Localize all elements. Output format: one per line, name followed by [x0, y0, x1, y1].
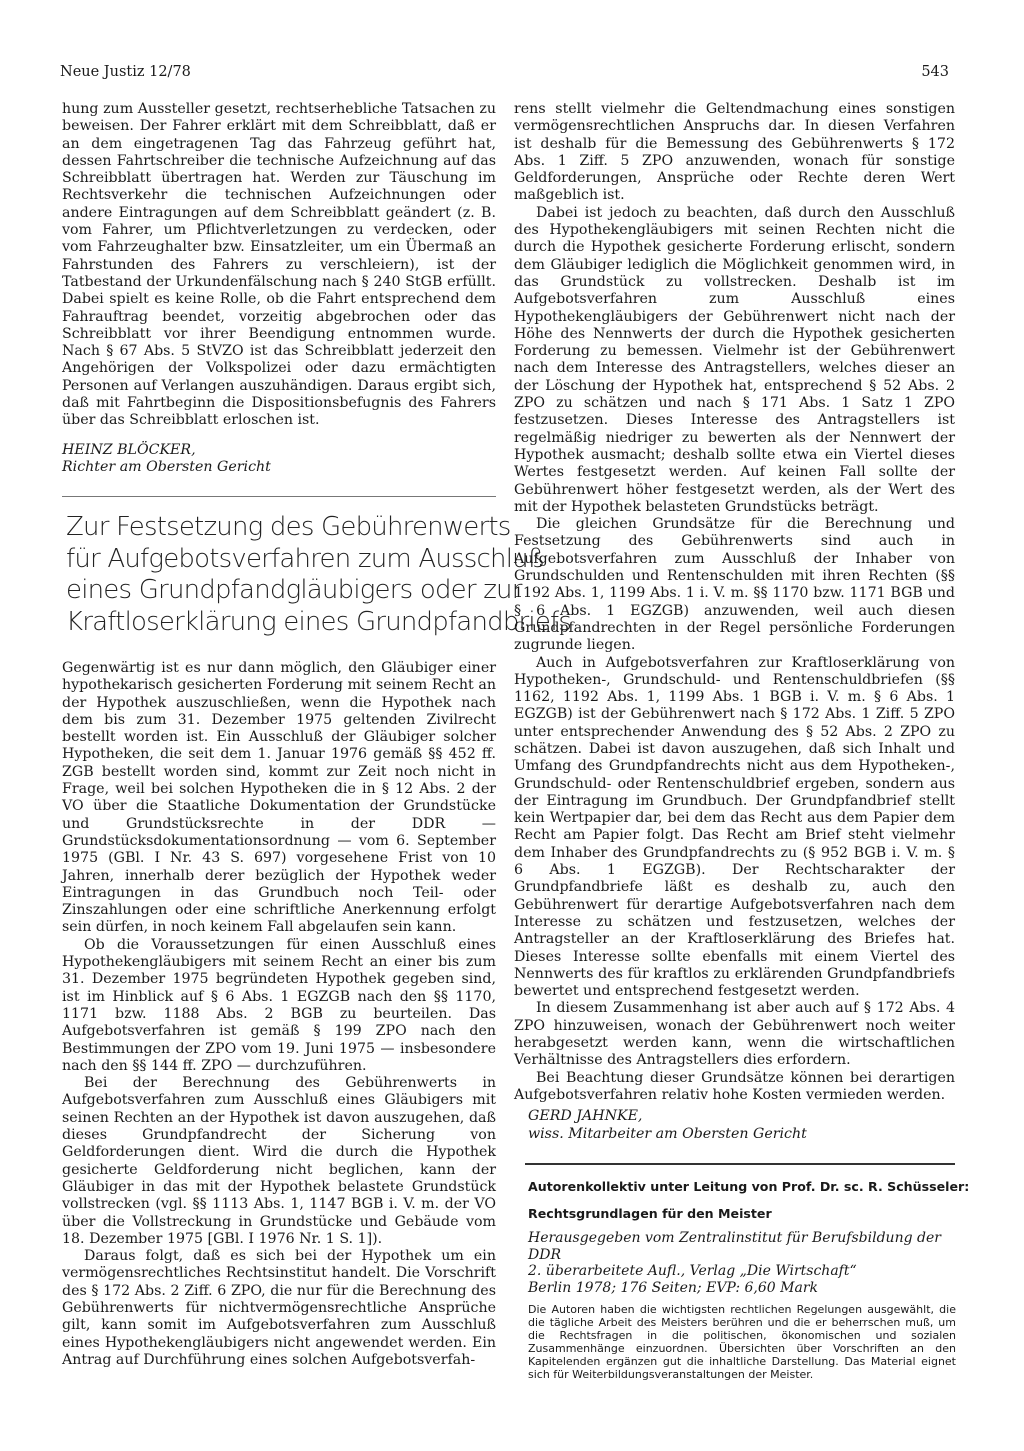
article-paragraph: rens stellt vielmehr die Geltendmachung eines sonstigen vermögensrechtlichen Anspruchs dar. In diesen Verfahren ist deshalb für die Bemessung des Gebührenwerts § 172 Abs. 1 Ziff. 5 ZPO anzuwenden, wonach für sonstige Geldforderungen, Ansprüche oder Rechte deren Wert maßgeblich ist.	[514, 101, 955, 204]
article-paragraph: Bei der Berechnung des Gebührenwerts in Aufgebotsverfahren zum Ausschluß eines Gläubigers mit seinen Rechten an der Hypothek ist davon auszugehen, daß dieses Grundpfandrecht der Sicherung von Geldforderungen dient. Wird die durch die Hypothek gesicherte Geldforderung nicht beglichen, kann der Gläubiger in das mit der Hypothek belastete Grundstück vollstrecken (vgl. §§ 1113 Abs. 1, 1147 BGB i. V. m. der VO über die Vollstreckung in Grundstücke und Gebäude vom 18. Dezember 1975 [GBl. I 1976 Nr. 1 S. 1]).	[62, 1075, 496, 1247]
publisher-line: 2. überarbeitete Aufl., Verlag „Die Wirtschaft“	[528, 1263, 857, 1279]
article-paragraph: Auch in Aufgebotsverfahren zur Kraftloserklärung von Hypotheken-, Grundschuld- und Rentenschuldbriefen (§§ 1162, 1192 Abs. 1, 1199 Abs. 1 BGB i. V. m. § 6 Abs. 1 EGZGB) ist der Gebührenwert nach § 172 Abs. 1 Ziff. 5 ZPO unter entsprechender Anwendung des § 52 Abs. 2 ZPO zu schätzen. Dabei ist davon auszugehen, daß sich Inhalt und Umfang des Grundpfandrechts nicht aus dem Hypotheken-, Grundschuld- oder Rentenschuldbrief ergeben, sondern aus der Eintragung im Grundbuch. Der Grundpfandbrief stellt kein Wertpapier dar, bei dem das Recht aus dem Papier dem Recht am Papier folgt. Das Recht am Brief steht vielmehr dem Inhaber des Grundpfandrechts zu (§ 952 BGB i. V. m. § 6 Abs. 1 EGZGB). Der Rechtscharakter der Grundpfandbriefe läßt es deshalb zu, auch den Gebührenwert für derartige Aufgebotsverfahren nach dem Interesse zu schätzen und festzusetzen, welches der Antragsteller an der Kraftloserklärung des Briefes hat. Dieses Interesse sollte ebenfalls mit einem Viertel des Nennwerts des für kraftlos zu erklärenden Grundpfandbriefs bewertet und entsprechend festgesetzt werden.	[514, 654, 955, 1000]
page-number: 543	[921, 64, 949, 80]
article-right-column	[514, 101, 955, 1143]
headline-line: Kraftloserklärung eines Grundpfandbriefs	[66, 606, 572, 637]
article-paragraph: Die gleichen Grundsätze für die Berechnung und Festsetzung des Gebührenwerts sind auch in Aufgebotsverfahren zum Ausschluß der Inhaber von Grundschulden und Rentenschulden mit ihren Rechten (§§ 1192 Abs. 1, 1199 Abs. 1 i. V. m. §§ 1170 bzw. 1171 BGB und § 6 Abs. 1 EGZGB) anzuwenden, weil auch diesen Grundpfandrechten in der Regel persönliche Forderungen zugrunde liegen.	[514, 516, 955, 654]
publisher-line: Berlin 1978; 176 Seiten; EVP: 6,60 Mark	[528, 1279, 819, 1296]
review-book-title: Rechtsgrundlagen für den Meister	[528, 1206, 772, 1221]
publisher-line: Herausgegeben vom Zentralinstitut für Berufsbildung der DDR	[528, 1230, 941, 1263]
page-header	[60, 64, 949, 86]
article-paragraph: Gegenwärtig ist es nur dann möglich, den Gläubiger einer hypothekarisch gesicherten Forderung mit seinem Recht an der Hypothek auszuschließen, wenn die Hypothek nach dem bis zum 31. Dezember 1975 geltenden Zivilrecht bestellt worden ist. Ein Ausschluß der Gläubiger solcher Hypotheken, die seit dem 1. Januar 1976 gemäß §§ 452 ff. ZGB bestellt worden sind, kommt zur Zeit noch nicht in Frage, weil bei solchen Hypotheken die in § 12 Abs. 2 der VO über die Staatliche Dokumentation der Grundstücke und Grundstücksrechte in der DDR — Grundstücksdokumentationsordnung — vom 6. September 1975 (GBl. I Nr. 43 S. 697) vorgesehene Frist von 10 Jahren, innerhalb derer bezüglich der Hypothek weder Eintragungen in das Grundbuch noch Teil- oder Zinszahlungen oder eine schriftliche Anerkennung erfolgt sein dürfen, in noch keinem Fall abgelaufen sein kann.	[62, 660, 496, 936]
article-paragraph: Bei Beachtung dieser Grundsätze können bei derartigen Aufgebotsverfahren relativ hohe Kosten vermieden werden.	[514, 1069, 955, 1103]
author-name-jahnke: GERD JAHNKE,	[528, 1108, 643, 1125]
article-headline	[66, 512, 572, 638]
headline-line: eines Grundpfandgläubigers oder zur	[66, 575, 522, 605]
article-paragraph: Daraus folgt, daß es sich bei der Hypothek um ein vermögensrechtliches Rechtsinstitut handelt. Die Vorschrift des § 172 Abs. 2 Ziff. 6 ZPO, die nur für die Berechnung des Gebührenwerts für nichtvermögensrechtliche Ansprüche gilt, kann somit im Aufgebotsverfahren zum Ausschluß eines Hypothekengläubigers nicht angewendet werden. Ein Antrag auf Durchführung eines solchen Aufgebotsverfah-	[62, 1248, 496, 1368]
review-abstract: Die Autoren haben die wichtigsten rechtlichen Regelungen ausgewählt, die die tägliche Arbeit des Meisters berühren und die er beherrschen muß, um die Rechtsfragen in die politischen, ökonomischen und sozialen Zusammenhänge einzuordnen. Übersichten über Vorschriften an den Kapitelenden ergänzen gut die inhaltliche Darstellung. Das Material eignet sich für Weiterbildungsveranstaltungen der Meister.	[528, 1303, 956, 1381]
paragraph-continuation: hung zum Aussteller gesetzt, rechtserhebliche Tatsachen zu beweisen. Der Fahrer erklärt mit dem Schreibblatt, daß er an dem eingetragenen Tag das Fahrzeug geführt hat, dessen Fahrtschreiber die technische Aufzeichnung auf das Schreibblatt übertragen hat. Werden zur Täuschung im Rechtsverkehr die technischen Aufzeichnungen oder andere Eintragungen auf dem Schreibblatt geändert (z. B. vom Fahrer, um Pflichtverletzungen zu verdecken, oder vom Fahrzeughalter bzw. Einsatzleiter, um ein Übermaß an Fahrstunden des Fahrers zu verschleiern), ist der Tatbestand der Urkundenfälschung nach § 240 StGB erfüllt. Dabei spielt es keine Rolle, ob die Fahrt entsprechend dem Fahrauftrag beendet, vorzeitig abgebrochen oder das Schreibblatt vor ihrer Beendigung entnommen wurde. Nach § 67 Abs. 5 StVZO ist das Schreibblatt jederzeit den Angehörigen der Volkspolizei oder dazu ermächtigten Personen auf Verlangen auszuhändigen. Daraus ergibt sich, daß mit Fahrtbeginn die Dispositionsbefugnis des Fahrers über das Schreibblatt erloschen ist.	[62, 101, 496, 429]
article-left-column	[62, 660, 496, 1369]
author-title-bloecker: Richter am Obersten Gericht	[62, 458, 271, 475]
review-publication-info	[528, 1230, 956, 1296]
article-paragraph: In diesem Zusammenhang ist aber auch auf § 172 Abs. 4 ZPO hinzuweisen, wonach der Gebührenwert noch weiter herabgesetzt werden kann, wenn die wirtschaftlichen Verhältnisse des Antragstellers dies erfordern.	[514, 1000, 955, 1069]
author-title-jahnke: wiss. Mitarbeiter am Obersten Gericht	[528, 1125, 807, 1142]
review-divider	[525, 1163, 955, 1165]
section-divider	[62, 496, 496, 497]
headline-line: Zur Festsetzung des Gebührenwerts	[66, 512, 511, 542]
headline-line: für Aufgebotsverfahren zum Ausschluß	[66, 543, 545, 574]
running-title: Neue Justiz 12/78	[60, 64, 191, 80]
article-paragraph: Ob die Voraussetzungen für einen Ausschluß eines Hypothekengläubigers mit seinem Recht an einer bis zum 31. Dezember 1975 begründeten Hypothek gegeben sind, ist im Hinblick auf § 6 Abs. 1 EGZGB nach den §§ 1170, 1171 bzw. 1188 Abs. 2 BGB zu beurteilen. Das Aufgebotsverfahren ist gemäß § 199 ZPO nach den Bestimmungen der ZPO vom 19. Juni 1975 — insbesondere nach den §§ 144 ff. ZPO — durchzuführen.	[62, 936, 496, 1074]
review-authors: Autorenkollektiv unter Leitung von Prof. Dr. sc. R. Schüsseler:	[528, 1179, 970, 1194]
article-paragraph: Dabei ist jedoch zu beachten, daß durch den Ausschluß des Hypothekengläubigers mit seinen Rechten nicht die durch die Hypothek gesicherte Forderung erlischt, sondern dem Gläubiger lediglich die Möglichkeit genommen wird, in das Grundstück zu vollstrecken. Deshalb ist im Aufgebotsverfahren zum Ausschluß eines Hypothekengläubigers der Gebührenwert nicht nach der Höhe des Nennwerts der durch die Hypothek gesicherten Forderung zu bemessen. Vielmehr ist der Gebührenwert nach dem Interesse des Antragstellers, welches dieser an der Löschung der Hypothek hat, entsprechend § 52 Abs. 2 ZPO zu schätzen und nach § 171 Abs. 1 Satz 1 ZPO festzusetzen. Dieses Interesse des Antragstellers ist regelmäßig niedriger zu bewerten als der Nennwert der Hypothek ausmacht; deshalb sollte etwa ein Viertel dieses Wertes festgesetzt werden. Auf keinen Fall sollte der Gebührenwert höher festgesetzt werden, als der Wert des mit der Hypothek belasteten Grundstücks beträgt.	[514, 204, 955, 515]
left-column-previous-article	[62, 101, 496, 476]
author-name-bloecker: HEINZ BLÖCKER,	[62, 441, 196, 458]
